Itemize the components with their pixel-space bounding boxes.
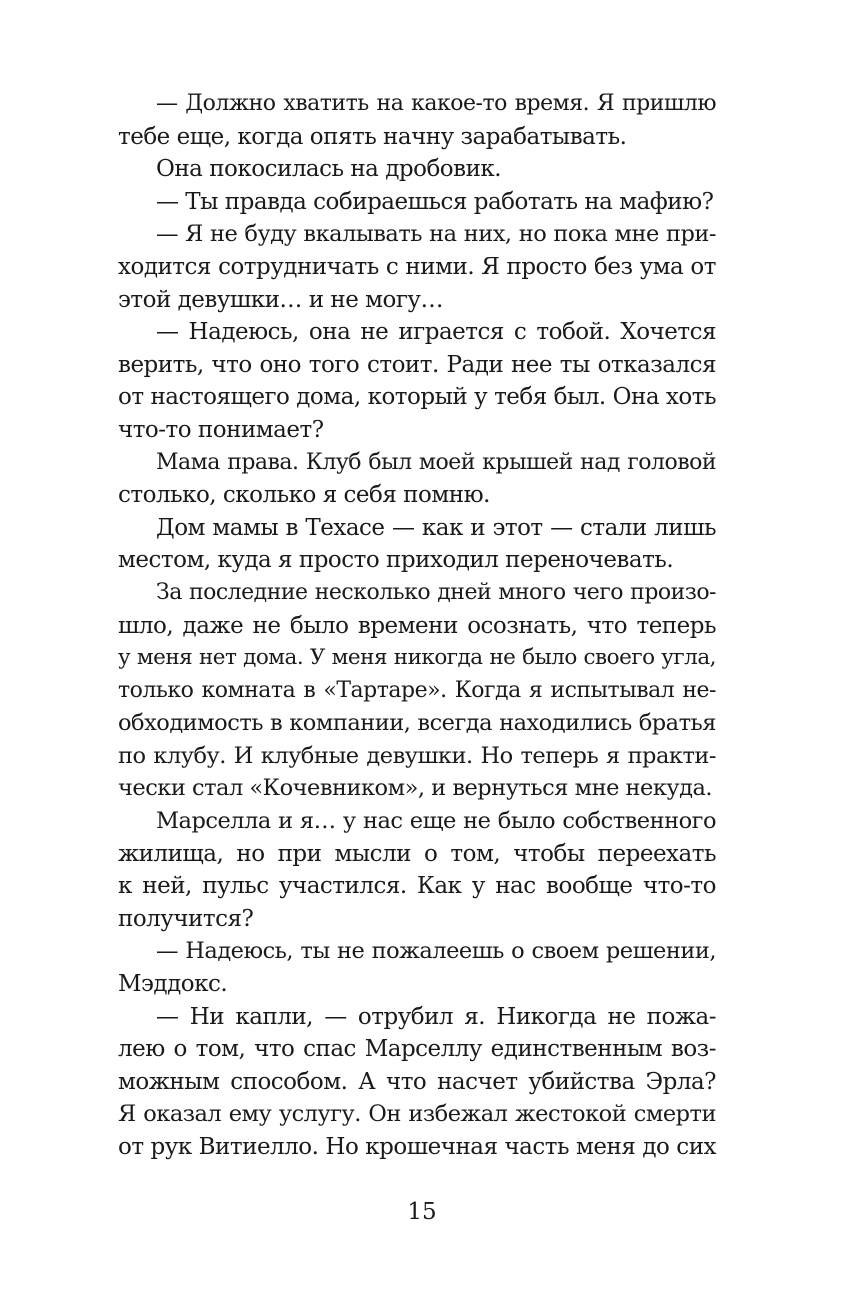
text-line: Я оказал ему услугу. Он избежал жестокой смерти xyxy=(118,1101,716,1128)
text-line: лею о том, что спас Марселлу единственным воз- xyxy=(118,1036,716,1063)
text-line: чески стал «Кочевником», и вернуться мне некуда. xyxy=(118,775,713,802)
text-line: За последние несколько дней много чего произо- xyxy=(156,579,716,605)
text-line: — Надеюсь, ты не пожалеешь о своем решении, xyxy=(156,938,716,965)
text-line: что-то понимает? xyxy=(118,416,324,443)
text-line: этой девушки… и не могу… xyxy=(118,286,443,313)
text-line: ходится сотрудничать с ними. Я просто без ума от xyxy=(118,253,716,280)
text-line: Дом мамы в Техасе — как и этот — стали лишь xyxy=(156,514,716,541)
text-line: шло, даже не было времени осознать, что теперь xyxy=(118,612,716,639)
text-line: по клубу. И клубные девушки. Но теперь я практи- xyxy=(118,742,716,769)
text-line: от рук Витиелло. Но крошечная часть меня до сих xyxy=(118,1134,716,1160)
page-text-body xyxy=(118,88,716,1164)
text-line: к ней, пульс участился. Как у нас вообще что-то xyxy=(118,873,716,900)
text-line: местом, куда я просто приходил переночевать. xyxy=(118,547,674,574)
text-line: Марселла и я… у нас еще не было собственного xyxy=(156,808,716,835)
text-line: жилища, но при мысли о том, чтобы переехать xyxy=(118,840,716,867)
text-line: можным способом. А что насчет убийства Эрла? xyxy=(118,1068,716,1095)
text-line: Мама права. Клуб был моей крышей над головой xyxy=(156,449,716,475)
text-line: — Я не буду вкалывать на них, но пока мне при- xyxy=(156,221,716,248)
text-line: — Ты правда собираешься работать на мафию? xyxy=(156,188,714,215)
text-line: тебе еще, когда опять начну зарабатывать. xyxy=(118,123,627,150)
text-line: только комната в «Тартаре». Когда я испытывал не- xyxy=(118,677,716,703)
text-line: — Надеюсь, она не играется с тобой. Хочется xyxy=(156,319,716,346)
text-line: у меня нет дома. У меня никогда не было своего угла, xyxy=(118,645,716,671)
text-line: столько, сколько я себя помню. xyxy=(118,482,490,509)
text-line: получится? xyxy=(118,905,254,932)
page-number: 15 xyxy=(407,1199,437,1225)
text-line: от настоящего дома, который у тебя был. Она хоть xyxy=(118,384,716,411)
text-line: — Ни капли, — отрубил я. Никогда не пожа- xyxy=(156,1003,716,1030)
text-line: верить, что оно того стоит. Ради нее ты отказался xyxy=(118,351,716,378)
text-line: Она покосилась на дробовик. xyxy=(156,156,502,183)
text-line: Мэддокс. xyxy=(118,971,228,998)
text-line: — Должно хватить на какое-то время. Я пришлю xyxy=(156,91,716,116)
text-line: обходимость в компании, всегда находились братья xyxy=(118,710,716,737)
